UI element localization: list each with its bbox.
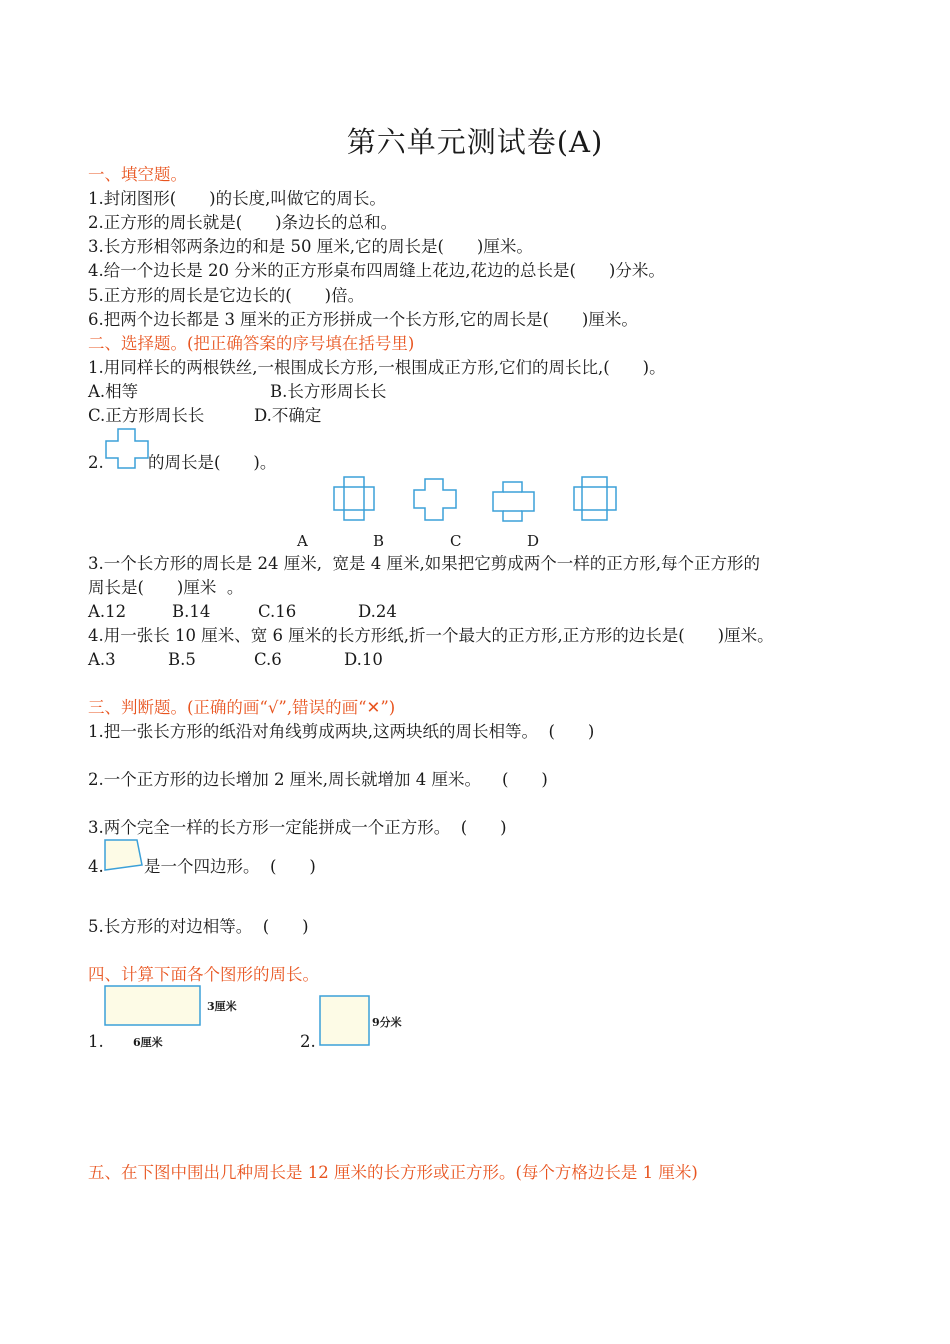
square-figure (319, 995, 371, 1047)
question-1-6: 6.把两个边长都是 3 厘米的正方形拼成一个长方形,它的周长是( )厘米。 (88, 310, 638, 329)
question-2-2-text: 的周长是( )。 (148, 453, 277, 472)
question-1-5: 5.正方形的周长是它边长的( )倍。 (88, 286, 365, 305)
question-3-3: 3.两个完全一样的长方形一定能拼成一个正方形。 ( ) (88, 818, 507, 837)
section-4-heading: 四、计算下面各个图形的周长。 (88, 965, 319, 984)
question-2-4-option-c: C.6 (254, 650, 282, 669)
question-2-3-option-d: D.24 (358, 602, 397, 621)
question-2-1: 1.用同样长的两根铁丝,一根围成长方形,一根围成正方形,它们的周长比,( )。 (88, 358, 666, 377)
option-b-label: B (373, 532, 385, 550)
option-a-figure (332, 476, 378, 522)
question-2-1-option-a: A.相等 (88, 382, 139, 401)
option-d-label: D (527, 532, 540, 550)
option-d-figure (573, 476, 619, 522)
section-1-heading: 一、填空题。 (88, 165, 187, 184)
square-side-label: 9分米 (372, 1016, 402, 1029)
option-c-label: C (450, 532, 462, 550)
question-2-2-number: 2. (88, 453, 104, 472)
section-3-heading: 三、判断题。(正确的画“√”,错误的画“✕”) (88, 698, 396, 717)
question-2-3-line2: 周长是( )厘米 。 (88, 578, 244, 597)
question-3-4-number: 4. (88, 857, 104, 876)
page-title: 第六单元测试卷(A) (346, 125, 604, 159)
question-2-1-option-c: C.正方形周长长 (88, 406, 205, 425)
rectangle-side-label: 3厘米 (207, 1000, 237, 1013)
question-1-4: 4.给一个边长是 20 分米的正方形桌布四周缝上花边,花边的总长是( )分米。 (88, 261, 665, 280)
figure-1-number: 1. (88, 1032, 104, 1051)
question-3-4-text: 是一个四边形。 ( ) (144, 857, 316, 876)
question-2-1-option-b: B.长方形周长长 (270, 382, 387, 401)
question-2-4-option-a: A.3 (88, 650, 116, 669)
section-5-heading: 五、在下图中围出几种周长是 12 厘米的长方形或正方形。(每个方格边长是 1 厘米) (88, 1163, 698, 1182)
question-1-3: 3.长方形相邻两条边的和是 50 厘米,它的周长是( )厘米。 (88, 237, 533, 256)
rectangle-bottom-label: 6厘米 (133, 1036, 163, 1049)
question-1-1: 1.封闭图形( )的长度,叫做它的周长。 (88, 189, 386, 208)
question-3-1: 1.把一张长方形的纸沿对角线剪成两块,这两块纸的周长相等。 ( ) (88, 722, 595, 741)
question-2-3-option-c: C.16 (258, 602, 297, 621)
cross-shape-figure (104, 428, 150, 470)
question-2-4-option-b: B.5 (168, 650, 196, 669)
question-1-2: 2.正方形的周长就是( )条边长的总和。 (88, 213, 398, 232)
question-2-1-option-d: D.不确定 (254, 406, 322, 425)
option-c-figure (491, 480, 537, 524)
question-2-3-option-b: B.14 (172, 602, 211, 621)
option-a-label: A (297, 532, 308, 550)
question-3-2: 2.一个正方形的边长增加 2 厘米,周长就增加 4 厘米。 ( ) (88, 770, 548, 789)
option-b-figure (413, 478, 459, 524)
section-2-heading: 二、选择题。(把正确答案的序号填在括号里) (88, 334, 415, 353)
question-2-4: 4.用一张长 10 厘米、宽 6 厘米的长方形纸,折一个最大的正方形,正方形的边长是( )厘米。 (88, 626, 774, 645)
rectangle-figure (104, 985, 202, 1027)
question-2-3-line1: 3.一个长方形的周长是 24 厘米, 宽是 4 厘米,如果把它剪成两个一样的正方形,每个正方形的 (88, 554, 760, 573)
question-2-4-option-d: D.10 (344, 650, 383, 669)
question-2-3-option-a: A.12 (88, 602, 127, 621)
figure-2-number: 2. (300, 1032, 316, 1051)
quadrilateral-figure (104, 839, 144, 873)
question-3-5: 5.长方形的对边相等。 ( ) (88, 917, 309, 936)
